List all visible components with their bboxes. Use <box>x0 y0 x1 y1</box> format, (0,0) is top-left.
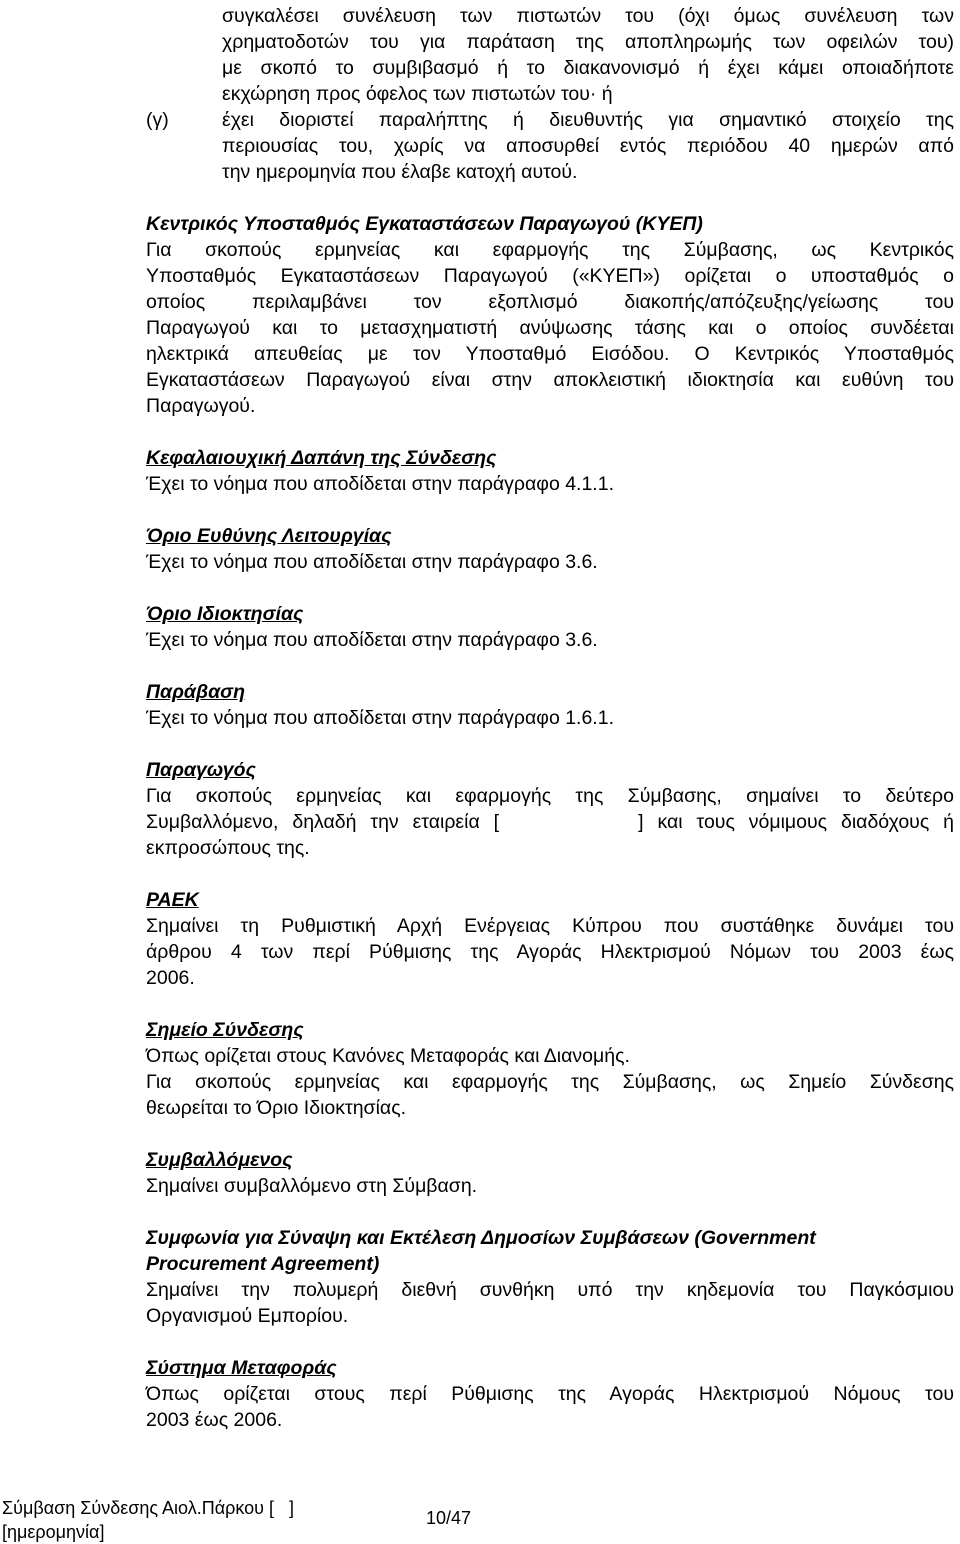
text-line: χρηματοδοτών του για παράταση της αποπληρωμής των οφειλών του) <box>222 31 954 53</box>
text-line: Σημαίνει την πολυμερή διεθνή συνθήκη υπό την κηδεμονία του Παγκόσμιου <box>146 1279 954 1301</box>
text-line: Για σκοπούς ερμηνείας και εφαρμογής της Σύμβασης, ως Σημείο Σύνδεσης <box>146 1071 954 1093</box>
term-text: Όριο Ευθύνης Λειτουργίας <box>146 525 392 547</box>
term-text: Όριο Ιδιοκτησίας <box>146 603 304 625</box>
definitions-list <box>146 211 954 1459</box>
definition-raek <box>146 887 954 991</box>
definition-description <box>146 1277 954 1329</box>
definition-description <box>146 237 954 419</box>
term-text: Σημείο Σύνδεσης <box>146 1019 304 1041</box>
definition-term <box>146 1147 954 1173</box>
text-line: Συμβαλλόμενο, δηλαδή την εταιρεία [ ] και τους νόμιμους διαδόχους ή <box>146 811 954 833</box>
text-line: εκχώρηση προς όφελος των πιστωτών του· ή <box>222 83 613 105</box>
definition-term <box>146 1017 954 1043</box>
definition-description <box>146 705 954 731</box>
text-line: Όπως ορίζεται στους περί Ρύθμισης της Αγοράς Ηλεκτρισμού Νόμους του <box>146 1383 954 1405</box>
definition-term: Procurement Agreement) <box>146 1253 380 1275</box>
text-line: Για σκοπούς ερμηνείας και εφαρμογής της Σύμβασης, σημαίνει το δεύτερο <box>146 785 954 807</box>
definition-term <box>146 1355 954 1381</box>
definition-term <box>146 757 954 783</box>
text-line: Παραγωγού και το μετασχηματιστή ανύψωσης τάσης και ο οποίος συνδέεται <box>146 317 954 339</box>
definition-connection-point <box>146 1017 954 1121</box>
definition-contracting-party <box>146 1147 954 1199</box>
document-title: Σύμβαση Σύνδεσης Αιολ.Πάρκου [ ] <box>2 1498 294 1518</box>
text-line: Όπως ορίζεται στους Κανόνες Μεταφοράς και Διανομής. <box>146 1045 630 1067</box>
text-line: 2003 έως 2006. <box>146 1409 283 1431</box>
text-line: περιουσίας του, χωρίς να αποσυρθεί εντός περιόδου 40 ημερών από <box>222 135 954 157</box>
definition-operation-limit <box>146 523 954 575</box>
text-line: Έχει το νόημα που αποδίδεται στην παράγραφο 4.1.1. <box>146 473 614 495</box>
definition-description <box>146 783 954 861</box>
text-line: Σημαίνει συμβαλλόμενο στη Σύμβαση. <box>146 1175 478 1197</box>
definition-description <box>146 1173 954 1199</box>
text-line: Έχει το νόημα που αποδίδεται στην παράγραφο 1.6.1. <box>146 707 614 729</box>
definition-term: Συμφωνία για Σύναψη και Εκτέλεση Δημοσίων Συμβάσεων (Government <box>146 1227 816 1249</box>
text-line: Έχει το νόημα που αποδίδεται στην παράγραφο 3.6. <box>146 629 598 651</box>
text-line: Εγκαταστάσεων Παραγωγού είναι στην αποκλειστική ιδιοκτησία και ευθύνη του <box>146 369 954 391</box>
definition-breach <box>146 679 954 731</box>
list-item-body <box>222 107 954 185</box>
text-line: Οργανισμού Εμπορίου. <box>146 1305 349 1327</box>
definition-term: Κεντρικός Υποσταθμός Εγκαταστάσεων Παραγωγού (ΚΥΕΠ) <box>146 213 703 235</box>
definition-description <box>146 549 954 575</box>
definition-capital-cost <box>146 445 954 497</box>
definition-term <box>146 601 954 627</box>
text-line: συγκαλέσει συνέλευση των πιστωτών του (όχι όμως συνέλευση των <box>222 5 954 27</box>
definition-description <box>146 1381 954 1433</box>
text-line: Για σκοπούς ερμηνείας και εφαρμογής της Σύμβασης, ως Κεντρικός <box>146 239 954 261</box>
term-text: Παράβαση <box>146 681 246 703</box>
page-footer <box>2 1496 958 1541</box>
definition-term <box>146 679 954 705</box>
text-line: οποίος περιλαμβάνει τον εξοπλισμό διακοπής/απόζευξης/γείωσης του <box>146 291 954 313</box>
definition-description <box>146 627 954 653</box>
text-line: έχει διοριστεί παραλήπτης ή διευθυντής για σημαντικό στοιχείο της <box>222 109 954 131</box>
document-reference <box>2 1496 294 1544</box>
definition-term <box>146 445 954 471</box>
definition-transmission-system <box>146 1355 954 1433</box>
text-line: εκπροσώπους της. <box>146 837 310 859</box>
definition-description <box>146 913 954 991</box>
text-line: άρθρου 4 των περί Ρύθμισης της Αγοράς Ηλεκτρισμού Νόμων του 2003 έως <box>146 941 954 963</box>
definition-description <box>146 471 954 497</box>
text-line: 2006. <box>146 967 195 989</box>
text-line: την ημερομηνία που έλαβε κατοχή αυτού. <box>222 161 578 183</box>
definition-producer <box>146 757 954 861</box>
term-text: Συμβαλλόμενος <box>146 1149 293 1171</box>
definition-description <box>146 1043 954 1121</box>
definition-kyep <box>146 211 954 419</box>
term-text: ΡΑΕΚ <box>146 889 199 911</box>
definition-gpa <box>146 1225 954 1329</box>
text-line: Σημαίνει τη Ρυθμιστική Αρχή Ενέργειας Κύπρου που συστάθηκε δυνάμει του <box>146 915 954 937</box>
page-number: 10/47 <box>426 1508 472 1528</box>
definition-term <box>146 523 954 549</box>
term-text: Σύστημα Μεταφοράς <box>146 1357 337 1379</box>
text-line: θεωρείται το Όριο Ιδιοκτησίας. <box>146 1097 407 1119</box>
term-text: Κεφαλαιουχική Δαπάνη της Σύνδεσης <box>146 447 497 469</box>
definition-term <box>146 887 954 913</box>
text-line: ηλεκτρικά απευθείας με τον Υποσταθμό Εισόδου. Ο Κεντρικός Υποσταθμός <box>146 343 954 365</box>
document-date: [ημερομηνία] <box>2 1522 105 1542</box>
text-line: Υποσταθμός Εγκαταστάσεων Παραγωγού («ΚΥΕΠ») ορίζεται ο υποσταθμός ο <box>146 265 954 287</box>
continued-paragraph <box>222 3 954 107</box>
text-line: Παραγωγού. <box>146 395 256 417</box>
definition-ownership-limit <box>146 601 954 653</box>
text-line: Έχει το νόημα που αποδίδεται στην παράγραφο 3.6. <box>146 551 598 573</box>
list-marker: (γ) <box>146 109 169 131</box>
text-line: με σκοπό το συμβιβασμό ή το διακανονισμό ή έχει κάμει οποιαδήποτε <box>222 57 954 79</box>
term-text: Παραγωγός <box>146 759 256 781</box>
